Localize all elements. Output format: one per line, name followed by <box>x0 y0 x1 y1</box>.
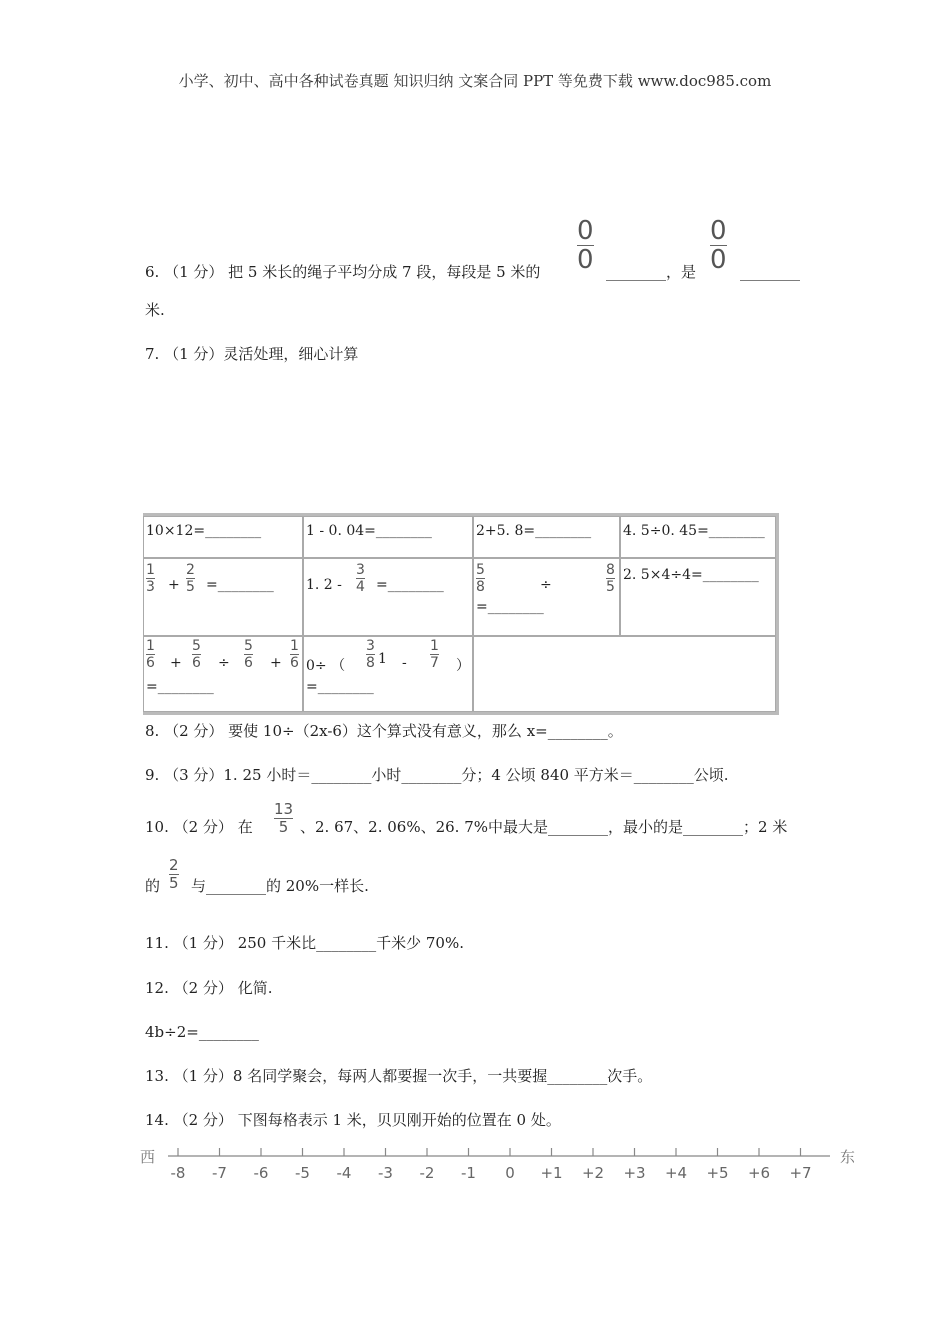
number-line-label: +6 <box>747 1164 771 1182</box>
r2c3-fraction-1: 5 8 <box>476 562 485 595</box>
r3c1-op-3: + <box>270 655 282 671</box>
table-cell-r1c3 <box>473 516 620 558</box>
page-header: 小学、初中、高中各种试卷真题 知识归纳 文案合同 PPT 等免费下载 www.doc985.com <box>178 72 772 90</box>
question-12-text: 12. （2 分） 化简. <box>145 979 273 997</box>
number-line-label: -8 <box>170 1164 186 1182</box>
table-cell-r3c1 <box>143 636 303 712</box>
question-6-text-b: ________，是 <box>606 263 697 281</box>
question-6-fraction-2: 0 0 <box>710 216 727 275</box>
r3c1-tail: =________ <box>146 679 214 695</box>
number-line-label: +7 <box>789 1164 812 1182</box>
r3c1-fraction-4: 1 6 <box>290 638 299 671</box>
question-12-sub: 4b÷2=________ <box>145 1023 259 1041</box>
question-6-fraction-1: 0 0 <box>577 216 594 275</box>
table-cell-r2c1 <box>143 558 303 636</box>
number-line-label: -2 <box>419 1164 435 1182</box>
question-10-text-d: 与________的 20%一样长. <box>191 877 369 895</box>
r1c4-text: 4. 5÷0. 45=________ <box>623 523 765 539</box>
table-cell-r3c2 <box>303 636 473 712</box>
number-line-label: -5 <box>295 1164 310 1182</box>
r2c2-fraction-1: 3 4 <box>356 562 365 595</box>
question-10-text-b: 、2. 67、2. 06%、26. 7%中最大是________，最小的是________；2 米 <box>300 818 788 836</box>
r1c1-text: 10×12=________ <box>146 523 262 539</box>
table-cell-r1c2 <box>303 516 473 558</box>
r3c2-tail: =________ <box>306 679 374 695</box>
number-line-west: 西 <box>140 1148 156 1166</box>
table-cell-r1c4 <box>620 516 776 558</box>
r3c2-pre: 0÷ （ <box>306 658 346 674</box>
question-11-text: 11. （1 分） 250 千米比________千米少 70%. <box>145 934 464 952</box>
question-6-text-c: ________ <box>740 263 800 281</box>
r3c1-fraction-2: 5 6 <box>192 638 201 671</box>
r2c4-text: 2. 5×4÷4=________ <box>623 567 759 583</box>
number-line-label: +5 <box>706 1164 729 1182</box>
number-line-label: -3 <box>378 1164 393 1182</box>
question-8-text: 8. （2 分） 要使 10÷（2x-6）这个算式没有意义，那么 x=________。 <box>145 722 623 740</box>
question-14-text: 14. （2 分） 下图每格表示 1 米，贝贝刚开始的位置在 0 处。 <box>145 1111 561 1129</box>
number-line-label: -1 <box>461 1164 476 1182</box>
question-6-text-d: 米. <box>145 301 165 319</box>
r2c1-fraction-2: 2 5 <box>186 562 195 595</box>
number-line-label: +4 <box>664 1164 688 1182</box>
number-line <box>130 1140 860 1192</box>
number-line-label: +3 <box>623 1164 646 1182</box>
question-6-text-a: 6. （1 分） 把 5 米长的绳子平均分成 7 段，每段是 5 米的 <box>145 263 541 281</box>
r2c3-fraction-2: 8 5 <box>606 562 615 595</box>
number-line-label: +1 <box>540 1164 563 1182</box>
r1c2-text: 1 - 0. 04=________ <box>306 523 432 539</box>
question-10-fraction-2: 2 5 <box>169 856 179 892</box>
r3c1-fraction-1: 1 6 <box>146 638 155 671</box>
question-10-fraction-1: 13 5 <box>274 800 294 836</box>
question-7-text: 7. （1 分）灵活处理，细心计算 <box>145 345 359 363</box>
r2c3-tail: =________ <box>476 599 544 615</box>
number-line-label: +2 <box>581 1164 605 1182</box>
table-cell-r2c4 <box>620 558 776 636</box>
number-line-label: -4 <box>336 1164 352 1182</box>
number-line-label: 0 <box>505 1164 515 1182</box>
number-line-label: -6 <box>253 1164 269 1182</box>
r3c1-fraction-3: 5 6 <box>244 638 253 671</box>
r3c2-one: 1 <box>378 651 387 667</box>
number-line-east: 东 <box>840 1148 856 1166</box>
table-cell-r2c3 <box>473 558 620 636</box>
question-10-text-c: 的 <box>145 877 161 895</box>
number-line-label: -7 <box>212 1164 227 1182</box>
r2c2-tail: =________ <box>376 577 444 593</box>
r2c1-op: + <box>168 577 180 593</box>
r2c3-op: ÷ <box>540 577 552 593</box>
question-10-text-a: 10. （2 分） 在 <box>145 818 253 836</box>
r2c2-pre: 1. 2 - <box>306 577 342 593</box>
r3c2-close: ） <box>456 658 470 674</box>
r3c1-op-1: + <box>170 655 182 671</box>
r2c1-fraction-1: 1 3 <box>146 562 155 595</box>
table-cell-r3c3 <box>473 636 776 712</box>
r3c2-fraction-1: 3 8 <box>366 638 375 671</box>
question-9-text: 9. （3 分）1. 25 小时＝________小时________分；4 公顷 840 平方米＝________公顷. <box>145 766 729 784</box>
r2c1-tail: =________ <box>206 577 274 593</box>
table-cell-r2c2 <box>303 558 473 636</box>
r1c3-text: 2+5. 8=________ <box>476 523 592 539</box>
r3c1-op-2: ÷ <box>218 655 230 671</box>
table-cell-r1c1 <box>143 516 303 558</box>
r3c2-op: - <box>402 655 407 671</box>
question-13-text: 13. （1 分）8 名同学聚会，每两人都要握一次手，一共要握________次手。 <box>145 1067 653 1085</box>
r3c2-fraction-2: 1 7 <box>430 638 439 671</box>
